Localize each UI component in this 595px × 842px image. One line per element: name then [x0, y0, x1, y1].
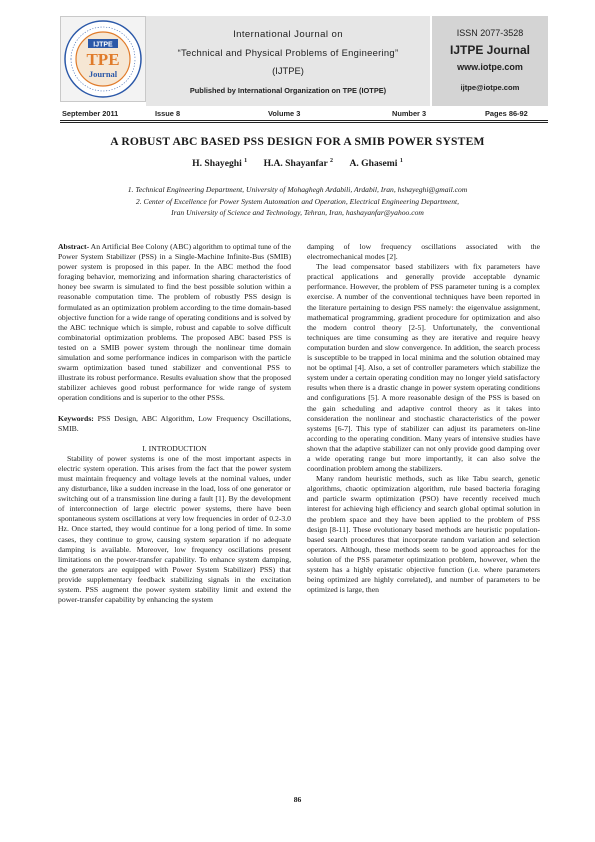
abstract-text: An Artificial Bee Colony (ABC) algorithm to optimal tune of the Power System Stabilizer (PSS) in a Single-Machine Infinite-Bus (SMIB) power system is proposed in this paper. In the ABC method the food foraging behavior, memorizing and information sharing characteristics of honey bee swarm is simulated to find the best possible solution within a reasonable computation time. The problem of robustly PSS design is formulated as an optimization problem according to the time domain-based objective function for a wide range of operating conditions and is solved by the ABC technique which is simple, robust and capable to solve difficult combinatorial optimization problems. The proposed ABC based PSS is tested on a SMIB power system through the nonlinear time domain simulation and some performance indices in comparison with the particle swarm optimization based tuned stabilizer and conventional PSS to illustrate its robust performance. Results evaluation show that the proposed stabilizer achieves good robust performance for wide range of system operation conditions and is superior to the other PSSs. — [58, 242, 291, 403]
affiliation-2: 2. Center of Excellence for Power System Automation and Operation, Electrical Engineering Department, — [135, 197, 460, 206]
issue-info-line — [60, 109, 548, 120]
number-value: Number 3 — [392, 109, 427, 118]
journal-website[interactable]: www.iotpe.com — [457, 62, 523, 72]
keywords — [58, 414, 291, 434]
issn: ISSN 2077-3528 — [456, 28, 524, 38]
keywords-label: Keywords: — [58, 413, 94, 423]
affiliation-2-cont: Iran University of Science and Technology, Tehran, Iran, hashayanfar@yahoo.com — [171, 208, 424, 217]
logo-word-text: Journal — [88, 69, 118, 79]
author-list — [40, 158, 555, 169]
publisher-line: Published by International Organization on TPE (IOTPE) — [189, 86, 387, 95]
header-rule — [60, 122, 548, 123]
author: H. Shayeghi $^1$ — [192, 158, 248, 170]
abstract — [58, 242, 291, 404]
volume-number: Volume 3 — [268, 109, 301, 118]
logo-badge-text: IJTPE — [93, 41, 113, 49]
body-paragraph: damping of low frequency oscillations associated with the electromechanical modes [2]. — [307, 242, 540, 262]
page-number: 86 — [293, 795, 302, 804]
page-range: Pages 86-92 — [485, 109, 528, 118]
logo-big-text: TPE — [86, 50, 120, 69]
affiliation-1: 1. Technical Engineering Department, University of Mohaghegh Ardabili, Ardabil, Iran, hshayeghi@gmail.com — [127, 185, 468, 194]
journal-title: International Journal on — [233, 29, 343, 40]
author: A. Ghasemi $^1$ — [349, 158, 403, 170]
abstract-label: Abstract- — [58, 242, 90, 251]
journal-title-box — [146, 16, 430, 106]
keywords-text: PSS Design, ABC Algorithm, Low Frequency Oscillations, SMIB. — [58, 413, 291, 433]
header-rule — [60, 120, 548, 121]
journal-info-box — [432, 16, 548, 106]
journal-email[interactable]: ijtpe@iotpe.com — [460, 83, 520, 92]
paper-title: A ROBUST ABC BASED PSS DESIGN FOR A SMIB POWER SYSTEM — [110, 135, 485, 148]
journal-abbreviation: (IJTPE) — [272, 65, 304, 76]
journal-logo — [60, 16, 146, 102]
body-paragraph: Many random heuristic methods, such as like Tabu search, genetic algorithms, chaotic optimization algorithm, rule based bacteria foraging and particle swarm optimization (PSO) have recently received much interest for achieving high efficiency and search global optimal solution in the problem space and they have been applied to the problem of PSS design [8-11]. These evolutionary based methods are heuristic population-based search procedures that incorporate random variation and selection operators. Although, these methods seem to be good approaches for the solution of the PSS parameter optimization problem, however, when the system has a highly epistatic objective function (i.e. where parameters being optimized are highly correlated), and number of parameters to be optimized is large, then — [307, 474, 540, 595]
section-heading: I. INTRODUCTION — [142, 443, 207, 453]
ijtpe-logo-icon — [63, 19, 143, 99]
journal-subtitle: “Technical and Physical Problems of Engineering” — [177, 47, 399, 58]
issue-number: Issue 8 — [155, 109, 181, 118]
body-paragraph: The lead compensator based stabilizers with fix parameters have practical applications and generally provide acceptable dynamic performance. However, the problem of PSS parameter tuning is a complex exercise. A number of the conventional techniques have been reported in the literature pertaining to design PSS namely: the eigenvalue assignment, mathematical programming, gradient procedure for optimization and also the modern control theory [2-5]. Unfortunately, the conventional techniques are time consuming as they are iterative and require heavy computation burden and slow convergence. In addition, the search process is susceptible to be trapped in local minima and the solution obtained may not be optimal [4]. Also, a set of controller parameters which stabilize the system under a certain operating condition may no longer yield satisfactory results when there is a drastic change in power system operating conditions and configurations [5]. A more reasonable design of the PSS is based on the gain scheduling and adaptive control theory as it takes into consideration the nonlinear and stochastic characteristics of the power systems [6-7]. This type of stabilizer can adjust its parameters on-line according to the operating condition. Many years of intensive studies have shown that the adaptive stabilizer can not only provide good damping over a wide operating range but more importantly, it can also solve the coordination problem among the stabilizers. — [307, 262, 540, 474]
journal-header — [60, 16, 542, 112]
intro-paragraph: Stability of power systems is one of the most important aspects in electric system operation. This arises from the fact that the power system must maintain frequency and voltage levels at the nominal values, under any disturbance, like a sudden increase in the load, loss of one generator or switching out of a transmission line during a fault [1]. By the development of interconnection of large electric power systems, there have been spontaneous system oscillations at very low frequencies in order of 0.2-3.0 Hz. Once started, they would continue for a long period of time. In some cases, they continue to grow, causing system separation if no adequate damping is available. Moreover, low frequency oscillations present limitations on the power-transfer capability. To enhance system damping, the generators are equipped with Power System Stabilizer) PSS) that provide supplementary feedback stabilizing signals in the excitation system. PSS augment the power system stability limit and extend the power-transfer capability by enhancing the system — [58, 453, 291, 605]
right-column — [307, 242, 540, 595]
left-column — [58, 242, 291, 605]
journal-name: IJTPE Journal — [449, 43, 531, 57]
issue-date: September 2011 — [62, 109, 119, 118]
author: H.A. Shayanfar $^2$ — [263, 158, 334, 170]
